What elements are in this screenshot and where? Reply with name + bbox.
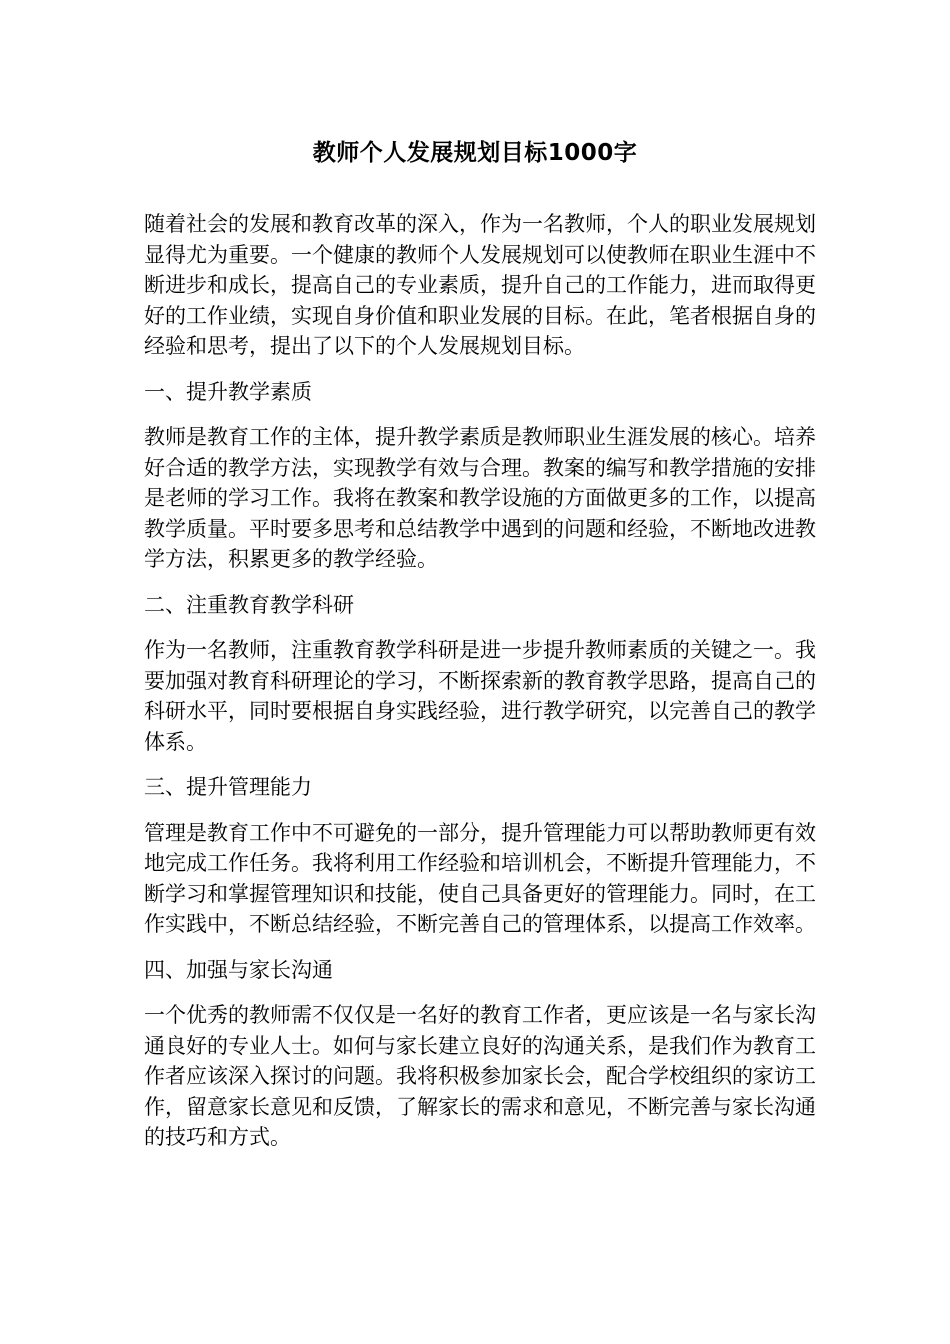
section-body-parents: 一个优秀的教师需不仅仅是一名好的教育工作者，更应该是一名与家长沟通良好的专业人士。如何与家长建立良好的沟通关系，是我们作为教育工作者应该深入探讨的问题。我将积极参加家长会，配合学校组织的家访工作，留意家长意见和反馈，了解家长的需求和意见，不断完善与家长沟通的技巧和方式。 xyxy=(144,1003,816,1149)
section-heading-teaching: 一、提升教学素质 xyxy=(144,379,312,404)
section-heading-parents: 四、加强与家长沟通 xyxy=(144,957,333,982)
intro-paragraph: 随着社会的发展和教育改革的深入，作为一名教师，个人的职业发展规划显得尤为重要。一个健康的教师个人发展规划可以使教师在职业生涯中不断进步和成长，提高自己的专业素质，提升自己的工作能力，进而取得更好的工作业绩，实现自身价值和职业发展的目标。在此，笔者根据自身的经验和思考，提出了以下的个人发展规划目标。 xyxy=(144,212,816,358)
section-body-management: 管理是教育工作中不可避免的一部分，提升管理能力可以帮助教师更有效地完成工作任务。我将利用工作经验和培训机会，不断提升管理能力，不断学习和掌握管理知识和技能，使自己具备更好的管理能力。同时，在工作实践中，不断总结经验，不断完善自己的管理体系，以提高工作效率。 xyxy=(144,820,816,936)
section-heading-management: 三、提升管理能力 xyxy=(144,775,312,799)
document-body xyxy=(144,209,816,1168)
section-body-research: 作为一名教师，注重教育教学科研是进一步提升教师素质的关键之一。我要加强对教育科研理论的学习，不断探索新的教育教学思路，提高自己的科研水平，同时要根据自身实践经验，进行教学研究，以完善自己的教学体系。 xyxy=(144,638,816,754)
document-title: 教师个人发展规划目标1000字 xyxy=(312,140,638,166)
section-body-teaching: 教师是教育工作的主体，提升教学素质是教师职业生涯发展的核心。培养好合适的教学方法，实现教学有效与合理。教案的编写和教学措施的安排是老师的学习工作。我将在教案和教学设施的方面做更多的工作，以提高教学质量。平时要多思考和总结教学中遇到的问题和经验，不断地改进教学方法，积累更多的教学经验。 xyxy=(144,425,816,571)
section-heading-research: 二、注重教育教学科研 xyxy=(144,592,354,617)
